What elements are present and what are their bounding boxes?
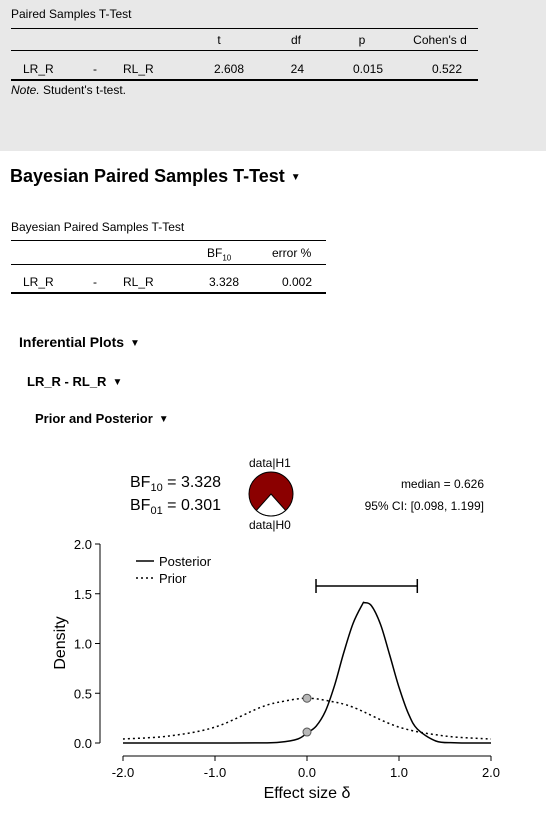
prior-posterior-title: Prior and Posterior: [35, 411, 153, 426]
pie-label-h1: data|H1: [249, 456, 291, 470]
ci-text: 95% CI: [0.098, 1.199]: [364, 499, 484, 513]
y-tick-label: 1.0: [73, 636, 92, 652]
table-header-rule: [11, 50, 478, 51]
y-tick-label: 0.0: [73, 736, 92, 751]
cell-error: 0.002: [281, 275, 312, 289]
posterior-curve: [123, 602, 491, 743]
bf-pie-chart: [247, 470, 297, 520]
chart-axes: [52, 537, 500, 802]
table-note: [11, 83, 126, 97]
cell-p: 0.015: [352, 62, 383, 76]
bayes-table-top-rule: [11, 240, 326, 241]
pair-header[interactable]: [27, 374, 122, 389]
bayes-row-measure2: RL_R: [123, 275, 154, 289]
col-header-p: p: [358, 33, 366, 47]
inferential-plots-header[interactable]: [19, 334, 140, 350]
freq-table-caption: Paired Samples T-Test: [11, 7, 132, 21]
chart-marks: [123, 579, 491, 743]
table-bottom-rule: [11, 79, 478, 81]
bayes-table-bottom-rule: [11, 292, 326, 294]
cell-bf10: 3.328: [208, 275, 239, 289]
cell-cohens-d: 0.522: [431, 62, 462, 76]
y-tick-label: 2.0: [73, 537, 92, 552]
bf10-label: BF: [130, 474, 151, 491]
bf10-value: = 3.328: [167, 474, 221, 491]
triangle-down-icon[interactable]: ▼: [130, 337, 140, 349]
posterior-at-zero-point: [303, 728, 311, 736]
triangle-down-icon[interactable]: ▼: [112, 377, 123, 389]
bf01-subscript: 01: [150, 505, 163, 518]
inferential-plots-title: Inferential Plots: [19, 334, 125, 350]
y-axis-label: Density: [52, 616, 69, 670]
row-separator: -: [93, 62, 97, 76]
bf10-subscript: 10: [150, 482, 163, 495]
x-tick-label: -1.0: [203, 765, 227, 780]
paired-ttest-panel: [0, 0, 546, 151]
x-tick-label: -2.0: [111, 765, 135, 780]
row-measure2: RL_R: [123, 62, 154, 76]
triangle-down-icon[interactable]: ▼: [290, 171, 301, 183]
median-text: median = 0.626: [400, 477, 484, 491]
y-tick-label: 0.5: [73, 686, 92, 702]
x-axis-label: Effect size δ: [263, 785, 351, 802]
bf-subscript: 10: [222, 253, 232, 263]
x-tick-label: 1.0: [389, 765, 409, 780]
bf01-value: = 0.301: [167, 497, 221, 514]
prior-at-zero-point: [303, 694, 311, 702]
bf-label: BF: [207, 246, 223, 260]
bf01-annotation: [130, 497, 221, 517]
cell-df: 24: [290, 62, 304, 76]
prior-posterior-header[interactable]: [35, 411, 169, 426]
x-tick-label: 2.0: [481, 765, 501, 780]
bf10-annotation: [130, 474, 221, 494]
x-tick-label: 0.0: [297, 765, 317, 780]
bayes-section-header[interactable]: [10, 166, 301, 187]
table-top-rule: [11, 28, 478, 29]
bf01-label: BF: [130, 497, 151, 514]
col-header-t: t: [217, 33, 221, 47]
note-label: Note.: [11, 83, 40, 97]
y-tick-label: 1.5: [73, 586, 92, 602]
bayes-section-title: Bayesian Paired Samples T-Test: [10, 166, 285, 186]
note-text: Student's t-test.: [39, 83, 127, 97]
bayes-table-header-rule: [11, 264, 326, 265]
bayes-row-separator: -: [93, 275, 97, 289]
pair-title: LR_R - RL_R: [27, 374, 107, 389]
col-header-cohens-d: Cohen's d: [413, 33, 467, 47]
chart-legend: [136, 554, 212, 586]
bayes-table-caption: Bayesian Paired Samples T-Test: [11, 220, 185, 234]
legend-prior-label: Prior: [159, 571, 187, 586]
col-header-df: df: [290, 33, 301, 47]
row-measure1: LR_R: [23, 62, 54, 76]
col-header-bf10: [207, 246, 231, 262]
pie-label-h0: data|H0: [249, 518, 291, 532]
cell-t: 2.608: [213, 62, 244, 76]
legend-posterior-label: Posterior: [159, 554, 212, 569]
prior-posterior-chart: [40, 530, 530, 810]
triangle-down-icon[interactable]: ▼: [158, 414, 169, 426]
bayes-row-measure1: LR_R: [23, 275, 54, 289]
col-header-error: error %: [272, 246, 312, 260]
